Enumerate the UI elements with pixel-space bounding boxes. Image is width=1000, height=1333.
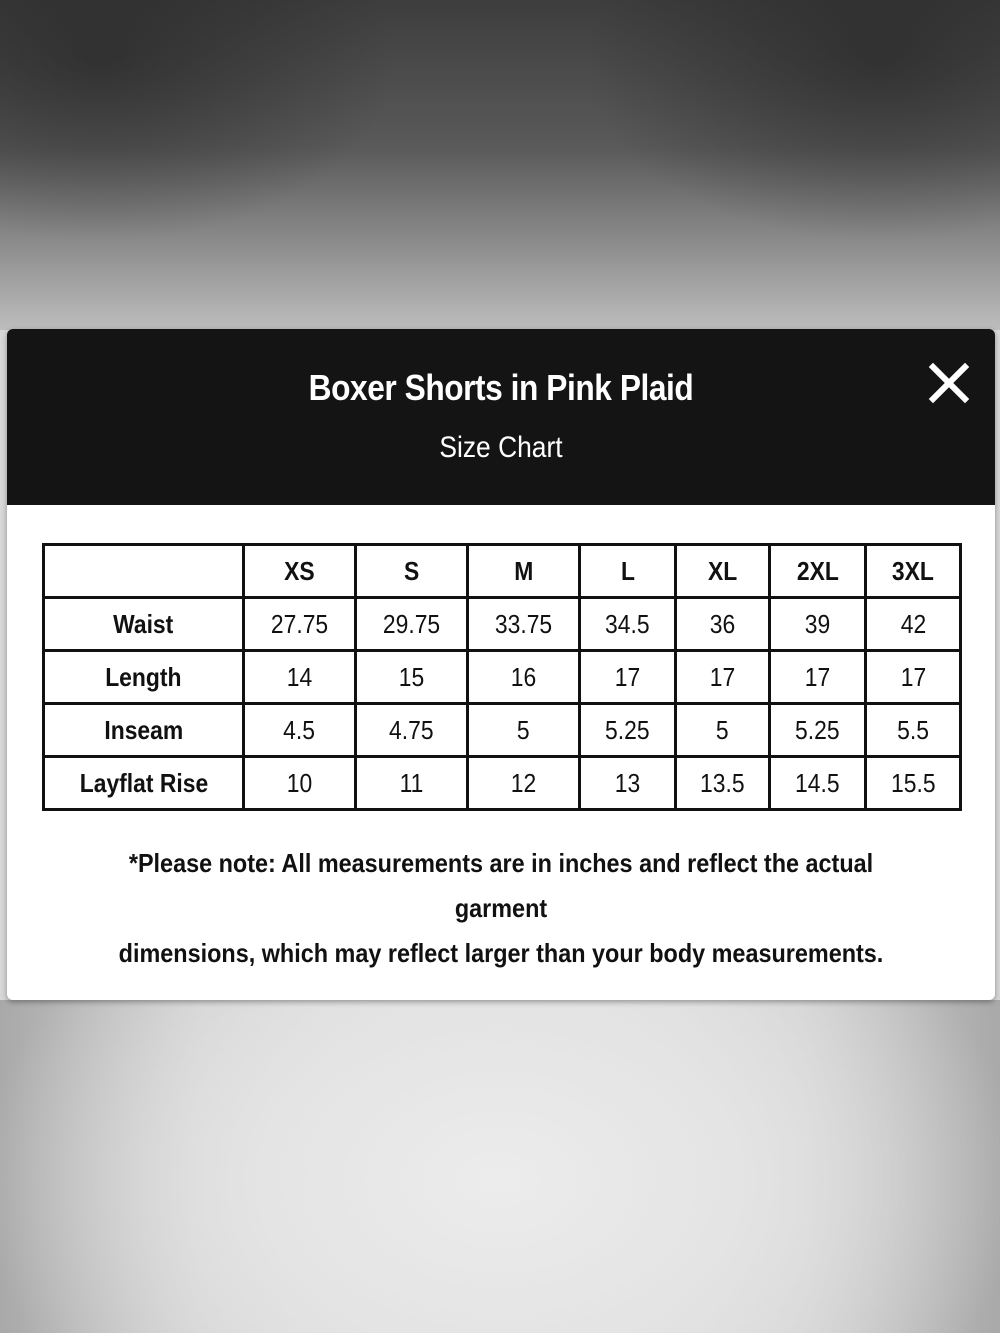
page-background-bottom [0, 1000, 1000, 1333]
size-chart-modal [7, 329, 995, 1000]
table-cell: 5 [468, 704, 580, 757]
header-cell-size: XS [244, 545, 356, 598]
table-row-length [44, 651, 961, 704]
table-cell: 17 [866, 651, 961, 704]
table-cell: 11 [356, 757, 468, 810]
table-cell: 17 [770, 651, 866, 704]
close-button[interactable] [925, 359, 973, 407]
table-cell: 15.5 [866, 757, 961, 810]
table-cell: 14.5 [770, 757, 866, 810]
modal-header [7, 329, 995, 505]
note-line-2: dimensions, which may reflect larger than your body measurements. [118, 938, 884, 968]
measurement-note [92, 841, 909, 976]
header-cell-size: 2XL [770, 545, 866, 598]
table-row-waist [44, 598, 961, 651]
table-header-row [44, 545, 961, 598]
table-cell: 39 [770, 598, 866, 651]
table-cell: 33.75 [468, 598, 580, 651]
header-cell-size: XL [676, 545, 770, 598]
table-cell: 4.75 [356, 704, 468, 757]
header-cell-size: L [580, 545, 676, 598]
close-icon [925, 359, 973, 407]
row-label: Inseam [44, 704, 244, 757]
modal-subtitle: Size Chart [439, 431, 563, 464]
header-cell-size: S [356, 545, 468, 598]
table-cell: 34.5 [580, 598, 676, 651]
table-cell: 17 [580, 651, 676, 704]
table-cell: 14 [244, 651, 356, 704]
table-cell: 13 [580, 757, 676, 810]
header-cell-size: 3XL [866, 545, 961, 598]
table-cell: 27.75 [244, 598, 356, 651]
table-cell: 5 [676, 704, 770, 757]
table-cell: 5.25 [770, 704, 866, 757]
table-cell: 13.5 [676, 757, 770, 810]
table-cell: 5.5 [866, 704, 961, 757]
table-cell: 5.25 [580, 704, 676, 757]
row-label: Layflat Rise [44, 757, 244, 810]
table-cell: 16 [468, 651, 580, 704]
table-cell: 15 [356, 651, 468, 704]
header-cell-size: M [468, 545, 580, 598]
page-background-top [0, 0, 1000, 330]
table-cell: 17 [676, 651, 770, 704]
row-label: Waist [44, 598, 244, 651]
note-line-1: *Please note: All measurements are in inches and reflect the actual garment [128, 848, 874, 923]
table-cell: 4.5 [244, 704, 356, 757]
size-chart-table [42, 543, 962, 811]
table-cell: 10 [244, 757, 356, 810]
table-row-layflat-rise [44, 757, 961, 810]
modal-title: Boxer Shorts in Pink Plaid [308, 367, 694, 408]
table-cell: 42 [866, 598, 961, 651]
table-row-inseam [44, 704, 961, 757]
row-label: Length [44, 651, 244, 704]
table-cell: 12 [468, 757, 580, 810]
header-cell-empty [44, 545, 244, 598]
table-cell: 36 [676, 598, 770, 651]
table-cell: 29.75 [356, 598, 468, 651]
